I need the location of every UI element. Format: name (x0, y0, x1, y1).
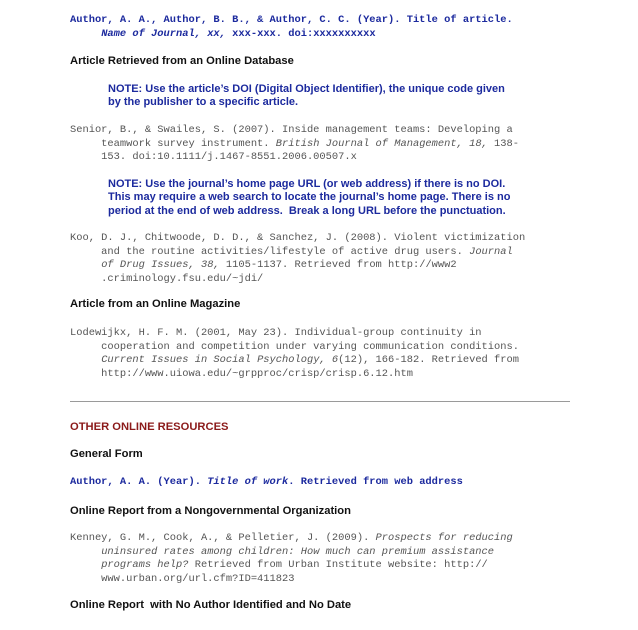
general-form-line1: Author, A. A., Author, B. B., & Author, C. C. (Year). Title of article. (70, 14, 513, 26)
heading-other-online-resources: OTHER ONLINE RESOURCES (70, 421, 229, 433)
heading-no-author-report: Online Report with No Author Identified and No Date (70, 599, 352, 611)
heading-general-form: General Form (70, 448, 143, 460)
reference-senior: Senior, B., & Swailes, S. (2007). Inside management teams: Developing a teamwork survey instrument. British Journal of Management, 18, 138- 153. doi:10.1111/j.1467-8551.2006.00507.x (70, 124, 519, 164)
journal-name-placeholder: Name of Journal, xx, (101, 27, 226, 40)
reference-kenney: Kenney, G. M., Cook, A., & Pelletier, J. (2009). Prospects for reducing uninsured rates among children: How much can premium assistance programs help? Retrieved from Urban Institute website: http:// www.urban.org/url.cfm?ID=411823 (70, 532, 513, 585)
section-divider (70, 401, 570, 402)
heading-online-magazine: Article from an Online Magazine (70, 298, 241, 310)
note-url: NOTE: Use the journal’s home page URL (or web address) if there is no DOI. This may require a web search to locate the journal’s home page. There is no period at the end of web address. Break a long URL before the punctuation. (108, 178, 511, 217)
heading-online-database: Article Retrieved from an Online Database (70, 55, 294, 67)
heading-ngo-report: Online Report from a Nongovernmental Organization (70, 505, 351, 517)
reference-lodewijkx: Lodewijkx, H. F. M. (2001, May 23). Individual-group continuity in cooperation and competition under varying communication conditions. Current Issues in Social Psychology, 6(12), 166-182. Retrieved from http://www.uiowa.edu/~grpproc/crisp/crisp.6.12.htm (70, 327, 519, 380)
note-doi: NOTE: Use the article’s DOI (Digital Object Identifier), the unique code given by the publisher to a specific article. (108, 83, 505, 109)
general-form-journal: Author, A. A., Author, B. B., & Author, C. C. (Year). Title of article. Name of Journal, xx, xxx-xxx. doi:xxxxxxxxxx (70, 14, 513, 40)
general-form-work: Author, A. A. (Year). Title of work. Retrieved from web address (70, 476, 463, 488)
reference-koo: Koo, D. J., Chitwoode, D. D., & Sanchez, J. (2008). Violent victimization and the routine activities/lifestyle of active drug users. Journal of Drug Issues, 38, 1105-1137. Retrieved from http://www2 .criminology.fsu.edu/~jdi/ (70, 232, 526, 285)
